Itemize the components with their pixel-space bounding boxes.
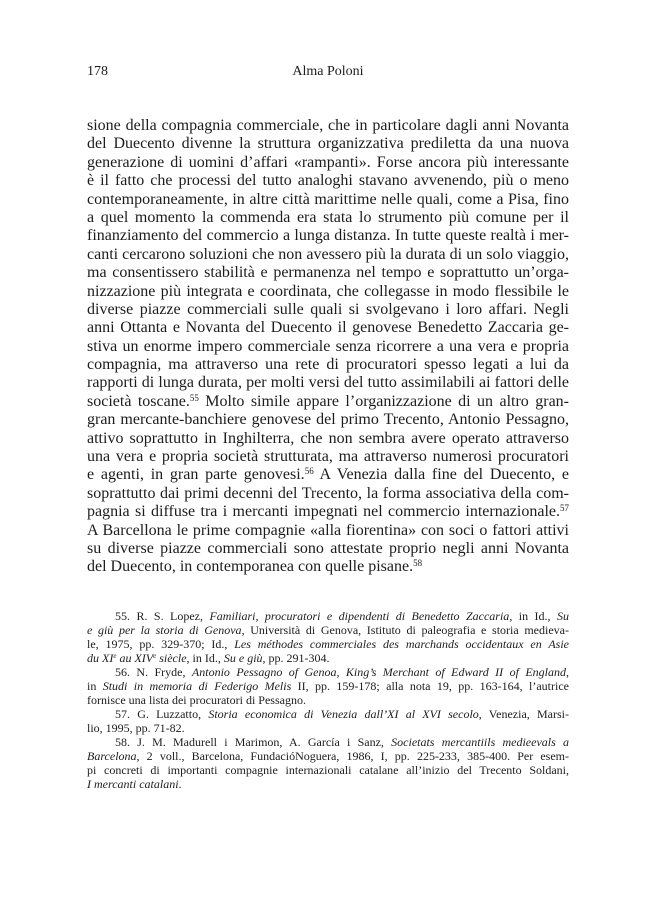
body-line-text: Molto simile appare l’organizzazione di un altro gran-	[198, 392, 569, 410]
footnote-text: le, 1975, pp. 329-370; Id.,	[87, 637, 235, 651]
running-head-author: Alma Poloni	[292, 64, 364, 79]
body-line: compagnia, ma attraverso una rete di procuratori spesso legati a lui da	[87, 356, 569, 374]
footnote-ref-56[interactable]: 56	[304, 466, 314, 477]
body-line-text: del Duecento, in contemporanea con quelle pisane.	[87, 558, 414, 576]
footnote-title: e giù per la storia di Genova	[87, 623, 242, 637]
body-line-text: società toscane.	[87, 392, 190, 410]
footnote-title: Su	[556, 609, 569, 623]
running-header	[87, 61, 569, 83]
footnote-58	[87, 735, 569, 749]
footnote-text: , pp. 291-304.	[262, 651, 330, 665]
footnote-text: , in Id.,	[186, 651, 224, 665]
footnote-title: Familiari, procuratori e dipendenti di Benedetto Zaccaria	[209, 609, 510, 623]
body-line: anni Ottanta e Novanta del Duecento il genovese Benedetto Zaccaria ge-	[87, 319, 569, 337]
footnote-58-line	[87, 749, 569, 763]
footnote-57-line: lio, 1995, pp. 71-82.	[87, 721, 185, 735]
body-line-text: pagnia si diffuse tra i mercanti impegnati nel commercio internazionale.	[87, 503, 560, 521]
footnote-text: , Venezia, Marsi-	[478, 707, 569, 721]
body-line: generazione di uomini d’affari «rampanti». Forse ancora più interessante	[87, 153, 569, 171]
footnote-55	[87, 609, 569, 623]
body-line	[87, 393, 569, 411]
footnote-57	[87, 707, 569, 721]
footnote-text: II, pp. 159-178; alla nota 19, pp. 163-164, l’autrice	[291, 679, 569, 693]
body-line: nizzazione più integrata e coordinata, che collegasse in modo flessibile le	[87, 282, 569, 300]
superscript: e	[153, 652, 157, 660]
footnote-title-part: au XIV	[116, 651, 154, 665]
body-line: su diverse piazze commerciali sono attestate proprio negli anni Novanta	[87, 539, 569, 557]
footnote-text: 58. J. M. Madurell i Marimon, A. García i Sanz,	[115, 735, 392, 749]
footnote-title-part: du XI	[87, 651, 114, 665]
footnote-text: 56. N. Fryde,	[115, 665, 192, 679]
body-line: canti cercarono soluzioni che non avessero più la durata di un solo viaggio,	[87, 245, 569, 263]
footnote-title: Barcelona	[87, 749, 137, 763]
footnote-58-line	[87, 777, 569, 791]
footnote-text: ,	[565, 665, 569, 679]
footnote-text: 55. R. S. Lopez,	[115, 609, 210, 623]
body-line: gran mercante-banchiere genovese del primo Trecento, Antonio Pessagno,	[87, 411, 569, 429]
footnote-title: I mercanti catalani	[87, 777, 179, 791]
footnote-56-line: fornisce una lista dei procuratori di Pessagno.	[87, 693, 306, 707]
footnote-text: , in Id.,	[509, 609, 557, 623]
footnote-title: Antonio Pessagno of Genoa, King’s Merchant of Edward II of England	[191, 665, 566, 679]
footnote-55-line	[87, 651, 569, 665]
body-line	[87, 558, 569, 576]
body-line: diverse piazze commerciali sulle quali si svolgevano i loro affari. Negli	[87, 300, 569, 318]
footnotes	[87, 609, 569, 791]
body-line: stiva un enorme impero commerciale senza ricorrere a una vera e propria	[87, 337, 569, 355]
footnote-title: Storia economica di Venezia dall’XI al XVI secolo	[208, 707, 479, 721]
footnote-text: in	[87, 679, 103, 693]
body-line: attivo soprattutto in Inghilterra, che non sembra avere operato attraverso	[87, 429, 569, 447]
page-number: 178	[87, 64, 108, 79]
body-line: soprattutto dai primi decenni del Trecento, la forma associativa della com-	[87, 484, 569, 502]
footnote-title: Societats mercantiils medieevals a	[391, 735, 569, 749]
footnote-text: , 2 voll., Barcelona, FundacióNoguera, 1986, I, pp. 225-233, 385-400. Per esem-	[136, 749, 569, 763]
body-line	[87, 503, 569, 521]
body-text	[87, 117, 569, 577]
footnote-55-line	[87, 623, 569, 637]
footnote-title: Su e giù	[223, 651, 263, 665]
footnote-55-line	[87, 637, 569, 651]
footnote-title: Les méthodes commerciales des marchands occidentaux en Asie	[234, 637, 569, 651]
body-line: ma consentissero stabilità e permanenza nel tempo e soprattutto un’orga-	[87, 264, 569, 282]
body-line-text: A Venezia dalla fine del Duecento, e	[313, 466, 570, 484]
body-line-text: e agenti, in gran parte genovesi.	[87, 466, 305, 484]
footnote-text: 57. G. Luzzatto,	[115, 707, 209, 721]
superscript: e	[113, 652, 117, 660]
body-line: A Barcellona le prime compagnie «alla fiorentina» con soci o fattori attivi	[87, 521, 569, 539]
footnote-text: .	[178, 777, 182, 791]
footnote-title	[87, 651, 187, 665]
body-line: del Duecento divenne la struttura organizzativa prediletta da una nuova	[87, 135, 569, 153]
footnote-text: , Università di Genova, Istituto di paleografia e storia medieva-	[241, 623, 569, 637]
body-line: a quel momento la commenda era stata lo strumento più comune per il	[87, 208, 569, 226]
body-line: rapporti di lunga durata, per molti versi del tutto assimilabili ai fattori delle	[87, 374, 569, 392]
body-line	[87, 466, 569, 484]
footnote-ref-55[interactable]: 55	[189, 392, 199, 403]
body-line: contemporaneamente, in altre città marittime nelle quali, come a Pisa, fino	[87, 190, 569, 208]
footnote-ref-58[interactable]: 58	[413, 558, 423, 569]
footnote-title-part: siècle	[156, 651, 187, 665]
footnote-56-line	[87, 679, 569, 693]
footnote-56	[87, 665, 569, 679]
footnote-ref-57[interactable]: 57	[560, 503, 569, 514]
body-line: è il fatto che processi del tutto analoghi stavano avvenendo, più o meno	[87, 172, 569, 190]
footnote-58-line: pi concreti di importanti compagnie internazionali catalane all’inizio del Trecento Soldani,	[87, 763, 569, 777]
body-line: finanziamento del commercio a lunga distanza. In tutte queste realtà i mer-	[87, 227, 569, 245]
body-line: una vera e propria società strutturata, ma attraverso numerosi procuratori	[87, 448, 569, 466]
body-line: sione della compagnia commerciale, che in particolare dagli anni Novanta	[87, 117, 569, 134]
footnote-title: Studi in memoria di Federigo Melis	[102, 679, 292, 693]
